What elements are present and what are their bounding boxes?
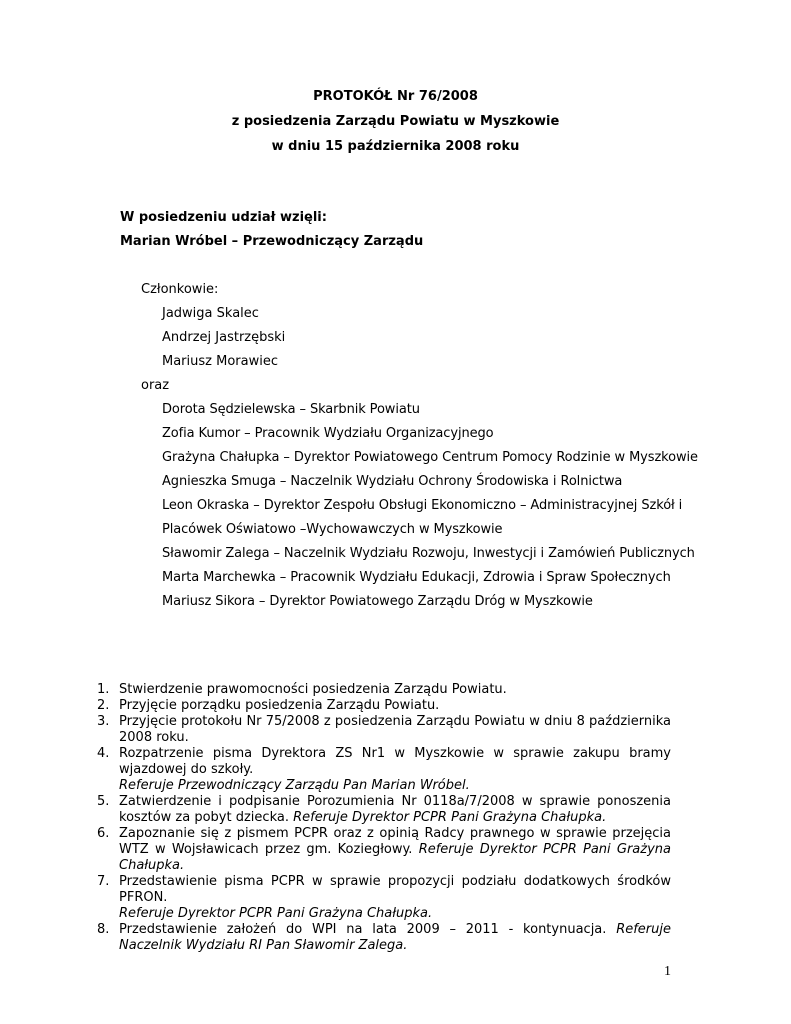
guest-item: Grażyna Chałupka – Dyrektor Powiatowego Centrum Pomocy Rodzinie w Myszkowie xyxy=(162,450,698,465)
agenda-item-number: 6. xyxy=(97,826,110,841)
member-item: Andrzej Jastrzębski xyxy=(162,330,286,345)
agenda-item-referent: Referuje Przewodniczący Zarządu Pan Marian Wróbel. xyxy=(119,778,470,793)
guest-item: Dorota Sędzielewska – Skarbnik Powiatu xyxy=(162,402,420,417)
agenda-item-referent: Referuje Dyrektor PCPR Pani Grażyna Chałupka. xyxy=(119,842,671,873)
agenda-item-number: 7. xyxy=(97,874,110,889)
agenda-item-text: Przyjęcie protokołu Nr 75/2008 z posiedzenia Zarządu Powiatu w dniu 8 października 2008 roku. xyxy=(119,714,671,745)
protocol-date: w dniu 15 października 2008 roku xyxy=(271,139,520,154)
agenda-item xyxy=(97,922,671,954)
document-header xyxy=(0,84,791,159)
agenda-item-text: Przedstawienie pisma PCPR w sprawie propozycji podziału dodatkowych środków PFRON. xyxy=(119,874,671,905)
guest-item: Mariusz Sikora – Dyrektor Powiatowego Zarządu Dróg w Myszkowie xyxy=(162,594,593,609)
agenda-item-text: Zapoznanie się z pismem PCPR oraz z opinią Radcy prawnego w sprawie przejęcia WTZ w Wojsławicach przez gm. Koziegłowy. xyxy=(119,826,671,857)
guest-item: Placówek Oświatowo –Wychowawczych w Myszkowie xyxy=(162,522,503,537)
guest-item: Marta Marchewka – Pracownik Wydziału Edukacji, Zdrowia i Spraw Społecznych xyxy=(162,570,671,585)
agenda-item-number: 2. xyxy=(97,698,110,713)
guest-item: Agnieszka Smuga – Naczelnik Wydziału Ochrony Środowiska i Rolnictwa xyxy=(162,474,623,489)
agenda-list xyxy=(97,682,671,954)
guest-item: Zofia Kumor – Pracownik Wydziału Organizacyjnego xyxy=(162,426,494,441)
members-list xyxy=(162,302,285,374)
agenda-item xyxy=(97,794,671,826)
agenda-item-number: 8. xyxy=(97,922,110,937)
member-item: Jadwiga Skalec xyxy=(162,306,259,321)
agenda-item-text: Przedstawienie założeń do WPI na lata 2009 – 2011 - kontynuacja. xyxy=(119,922,607,937)
agenda-item-text: Rozpatrzenie pisma Dyrektora ZS Nr1 w Myszkowie w sprawie zakupu bramy wjazdowej do szkoły. xyxy=(119,746,671,777)
agenda-item-number: 1. xyxy=(97,682,110,697)
guests-list xyxy=(162,398,698,614)
protocol-subtitle: z posiedzenia Zarządu Powiatu w Myszkowie xyxy=(231,114,560,129)
agenda-item-text: Zatwierdzenie i podpisanie Porozumienia Nr 0118a/7/2008 w sprawie ponoszenia kosztów za pobyt dziecka. xyxy=(119,794,671,825)
members-label: Członkowie: xyxy=(141,282,219,297)
agenda-item xyxy=(97,698,671,714)
agenda-item xyxy=(97,682,671,698)
agenda-item xyxy=(97,826,671,874)
guest-item: Sławomir Zalega – Naczelnik Wydziału Rozwoju, Inwestycji i Zamówień Publicznych xyxy=(162,546,695,561)
attendance-title: W posiedzeniu udział wzięli: xyxy=(120,210,327,225)
agenda-item xyxy=(97,746,671,794)
agenda-item-number: 5. xyxy=(97,794,110,809)
agenda-item-referent: Referuje Dyrektor PCPR Pani Grażyna Chałupka. xyxy=(293,810,607,825)
agenda-item-text: Stwierdzenie prawomocności posiedzenia Zarządu Powiatu. xyxy=(119,682,507,697)
agenda-item-number: 3. xyxy=(97,714,110,729)
agenda-item xyxy=(97,874,671,922)
agenda-item-number: 4. xyxy=(97,746,110,761)
protocol-title: PROTOKÓŁ Nr 76/2008 xyxy=(313,89,478,104)
oraz-label: oraz xyxy=(141,378,170,393)
agenda-item-referent: Referuje Naczelnik Wydziału RI Pan Sławomir Zalega. xyxy=(119,922,671,953)
agenda-item-text: Przyjęcie porządku posiedzenia Zarządu Powiatu. xyxy=(119,698,440,713)
guest-item: Leon Okraska – Dyrektor Zespołu Obsługi Ekonomiczno – Administracyjnej Szkół i xyxy=(162,498,683,513)
chairman: Marian Wróbel – Przewodniczący Zarządu xyxy=(120,234,424,249)
agenda-item-referent: Referuje Dyrektor PCPR Pani Grażyna Chałupka. xyxy=(119,906,433,921)
agenda-item xyxy=(97,714,671,746)
page-number: 1 xyxy=(664,964,671,979)
member-item: Mariusz Morawiec xyxy=(162,354,278,369)
